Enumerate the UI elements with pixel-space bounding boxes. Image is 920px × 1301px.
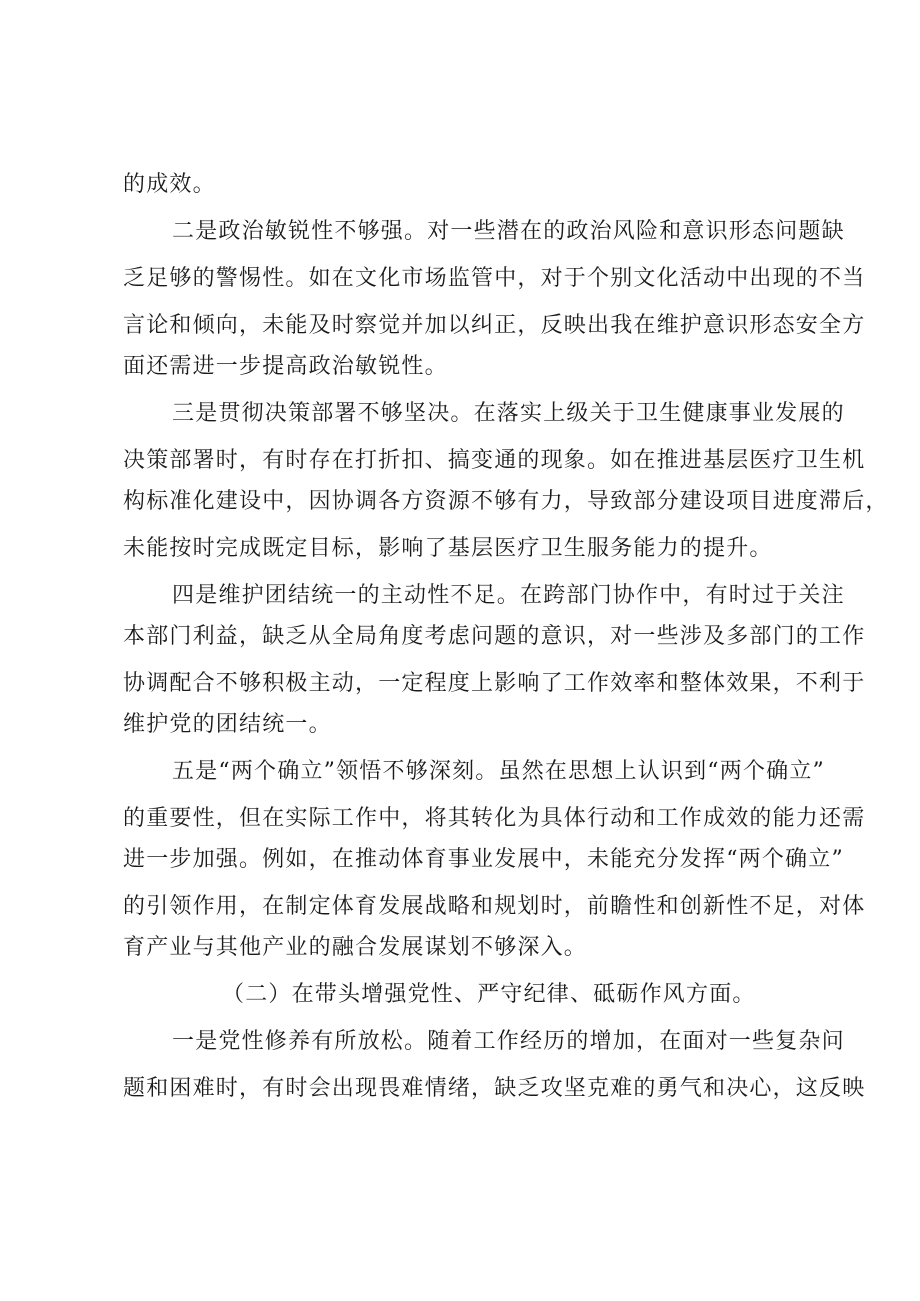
text-line: 本部门利益，缺乏从全局角度考虑问题的意识，对一些涉及多部门的工作 [123,624,866,649]
text-line: 的引领作用，在制定体育发展战略和规划时，前瞻性和创新性不足，对体 [123,894,866,919]
text-line: 的重要性，但在实际工作中，将其转化为具体行动和工作成效的能力还需 [123,806,866,831]
section-heading: （二）在带头增强党性、严守纪律、砥砺作风方面。 [222,982,756,1007]
text-line: 三是贯彻决策部署不够坚决。在落实上级关于卫生健康事业发展的 [172,401,845,426]
text-line: 五是“两个确立”领悟不够深刻。虽然在思想上认识到“两个确立” [172,759,825,784]
text-line: 协调配合不够积极主动，一定程度上影响了工作效率和整体效果，不利于 [123,671,866,696]
text-line: 面还需进一步提高政治敏锐性。 [123,354,448,379]
text-line: 乏足够的警惕性。如在文化市场监管中，对于个别文化活动中出现的不当 [123,266,866,291]
text-line: 的成效。 [123,172,216,197]
text-line: 维护党的团结统一。 [123,712,332,737]
text-line: 二是政治敏锐性不够强。对一些潜在的政治风险和意识形态问题缺 [172,219,845,244]
text-line: 言论和倾向，未能及时察觉并加以纠正，反映出我在维护意识形态安全方 [123,313,866,338]
text-line: 一是党性修养有所放松。随着工作经历的增加，在面对一些复杂问 [172,1029,845,1054]
text-line: 决策部署时，有时存在打折扣、搞变通的现象。如在推进基层医疗卫生机 [123,448,866,473]
text-line: 未能按时完成既定目标，影响了基层医疗卫生服务能力的提升。 [123,536,773,561]
text-line: 构标准化建设中，因协调各方资源不够有力，导致部分建设项目进度滞后， [123,489,889,514]
text-line: 进一步加强。例如，在推动体育事业发展中，未能充分发挥“两个确立” [123,847,844,872]
text-line: 题和困难时，有时会出现畏难情绪，缺乏攻坚克难的勇气和决心，这反映 [123,1076,866,1101]
text-line: 育产业与其他产业的融合发展谋划不够深入。 [123,935,588,960]
text-line: 四是维护团结统一的主动性不足。在跨部门协作中，有时过于关注 [172,583,845,608]
